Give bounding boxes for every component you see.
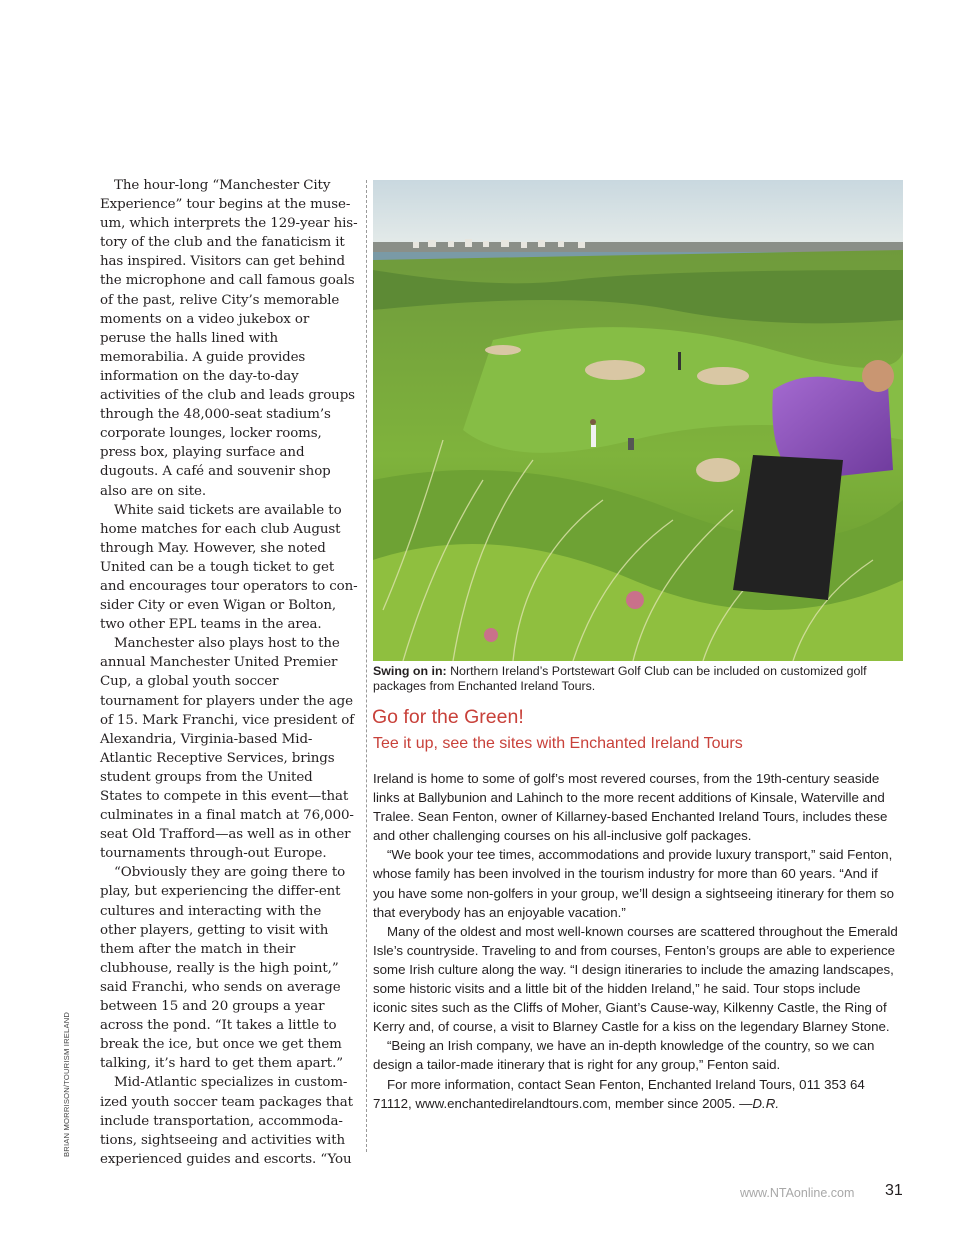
sidebar-title: Go for the Green!: [372, 706, 524, 728]
sidebar-paragraph-last: [373, 1075, 898, 1113]
sidebar-body: [373, 769, 898, 1113]
article-paragraph: Manchester also plays host to the annual Manchester United Premier Cup, a global youth soccer tournament for players under the age of 15. Mark Franchi, vice president of Alexandria, Virginia-based Mid-Atlantic Receptive Services, brings student groups from the United States to compete in this event—that culminates in a final match at 76,000-seat Old Trafford—as well as in other tournaments through-out Europe.: [100, 636, 355, 862]
sidebar-paragraph: “We book your tee times, accommodations and provide luxury transport,” said Fenton, whose family has been involved in the tourism industry for more than 60 years. “And if you have some non-golfers in your group, we’ll design a sightseeing itinerary for them so that everybody has an enjoyable vacation.”: [373, 847, 895, 920]
sidebar-subtitle: Tee it up, see the sites with Enchanted Ireland Tours: [373, 735, 743, 752]
main-article-column: [100, 176, 358, 1169]
sidebar-paragraph-text: For more information, contact Sean Fenton, Enchanted Ireland Tours, 011 353 64 71112, www.enchantedirelandtours.com, member since 2005.: [373, 1076, 865, 1111]
article-paragraph: White said tickets are available to home matches for each club August through May. However, she noted United can be a tough ticket to get and encourages tour operators to con-sider City or even Wigan or Bolton, two other EPL teams in the area.: [100, 502, 358, 633]
article-paragraph: The hour-long “Manchester City Experience” tour begins at the muse-um, which interprets the 129-year his-tory of the club and the fanaticism it has inspired. Visitors can get behind the microphone and call famous goals of the past, relive City’s memorable moments on a video jukebox or peruse the halls lined with memorabilia. A guide provides information on the day-to-day activities of the club and leads groups through the 48,000-seat stadium’s corporate lounges, locker rooms, press box, playing surface and dugouts. A café and souvenir shop also are on site.: [100, 178, 358, 499]
author-signature: —D.R.: [739, 1095, 780, 1111]
sidebar-paragraph: “Being an Irish company, we have an in-depth knowledge of the country, so we can design a tailor-made itinerary that is right for any group,” Fenton said.: [373, 1038, 875, 1073]
caption-lead: Swing on in:: [373, 664, 447, 678]
article-paragraph: “Obviously they are going there to play, but experiencing the differ-ent cultures and interacting with the other players, getting to visit with them after the match in their clubhouse, really is the high point,” said Franchi, who sends on average between 15 and 20 groups a year across the pond. “It takes a little to break the ice, but once we get them talking, it’s hard to get them apart.”: [100, 865, 346, 1072]
golf-course-photo: [373, 180, 903, 661]
sidebar-paragraph: Ireland is home to some of golf’s most revered courses, from the 19th-century seaside links at Ballybunion and Lahinch to the more recent additions of Kinsale, Waterville and Tralee. Sean Fenton, owner of Killarney-based Enchanted Ireland Tours, includes these and other challenging courses on his all-inclusive golf packages.: [373, 771, 888, 844]
footer-url[interactable]: www.NTAonline.com: [740, 1186, 855, 1200]
page-number: 31: [885, 1182, 903, 1199]
photo-caption: [373, 664, 908, 694]
caption-text: Northern Ireland’s Portstewart Golf Club can be included on customized golf packages from Enchanted Ireland Tours.: [373, 664, 867, 693]
photo-credit: BRIAN MORRISON/TOURISM IRELAND: [62, 1011, 71, 1157]
article-paragraph: Mid-Atlantic specializes in custom-ized youth soccer team packages that include transportation, accommoda-tions, sightseeing and activities with experienced guides and escorts. “You: [100, 1075, 353, 1167]
column-divider: [366, 180, 367, 1152]
sidebar-paragraph: Many of the oldest and most well-known courses are scattered throughout the Emerald Isle’s countryside. Traveling to and from courses, Fenton’s groups are able to experience some Irish culture along the way. “I design itineraries to include the amazing landscapes, some historic visits and a little bit of the hidden Ireland,” he said. Tour stops include iconic sites such as the Cliffs of Moher, Giant’s Cause-way, Kilkenny Castle, the Ring of Kerry and, of course, a visit to Blarney Castle for a kiss on the legendary Blarney Stone.: [373, 923, 898, 1035]
